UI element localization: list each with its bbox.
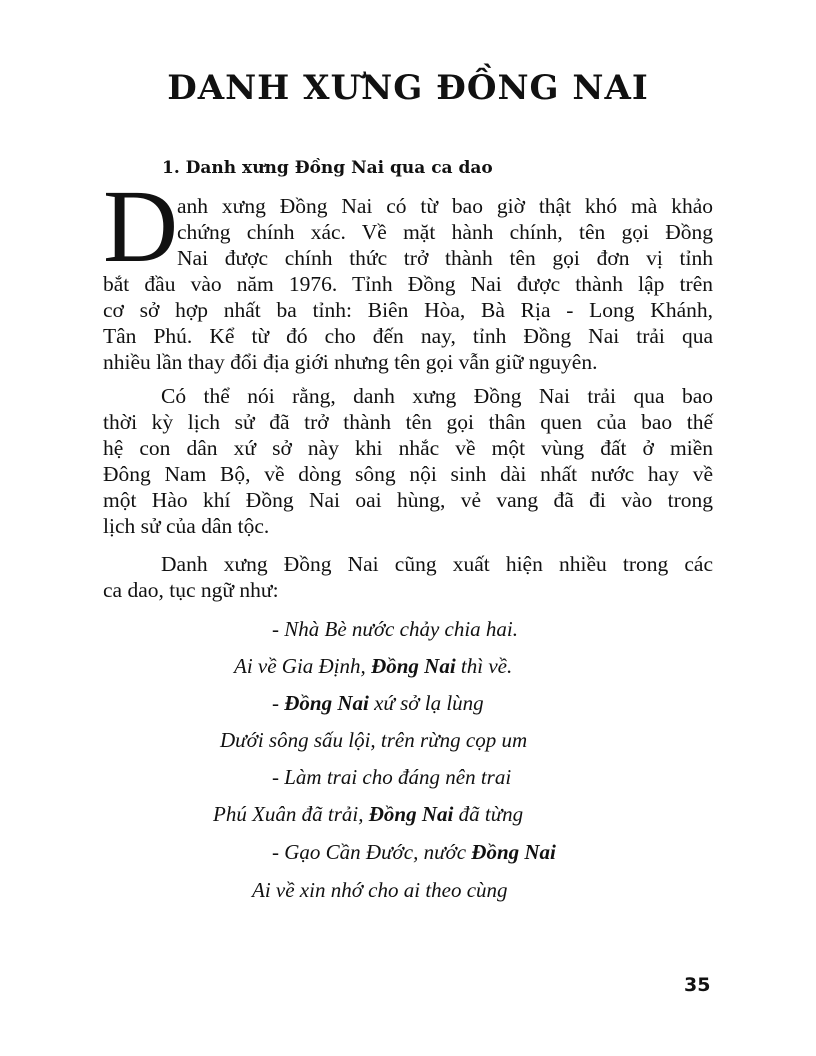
paragraph-1 (103, 193, 713, 375)
verse-line: - Gạo Cần Đước, nước Đồng Nai (272, 840, 556, 864)
paragraph-line: thời kỳ lịch sử đã trở thành tên gọi thân quen của bao thế (103, 410, 713, 434)
paragraph-line: Danh xưng Đồng Nai cũng xuất hiện nhiều trong các (161, 552, 713, 576)
verse-line: - Đồng Nai xứ sở lạ lùng (272, 691, 484, 715)
verse-line: - Nhà Bè nước chảy chia hai. (272, 617, 519, 641)
paragraph-2 (103, 383, 713, 539)
paragraph-line: nhiều lần thay đổi địa giới nhưng tên gọi vẫn giữ nguyên. (103, 350, 598, 374)
paragraph-line: bắt đầu vào năm 1976. Tỉnh Đồng Nai được thành lập trên (103, 272, 713, 296)
paragraph-line: cơ sở hợp nhất ba tỉnh: Biên Hòa, Bà Rịa - Long Khánh, (103, 298, 713, 322)
verse-line: Ai về xin nhớ cho ai theo cùng (252, 878, 508, 902)
page-number: 35 (684, 974, 711, 996)
paragraph-line: hệ con dân xứ sở này khi nhắc về một vùng đất ở miền (103, 436, 713, 460)
verse-line: - Làm trai cho đáng nên trai (272, 765, 512, 789)
paragraph-line: một Hào khí Đồng Nai oai hùng, vẻ vang đã đi vào trong (103, 488, 713, 512)
section-heading: 1. Danh xưng Đồng Nai qua ca dao (162, 158, 493, 178)
verse-line: Dưới sông sấu lội, trên rừng cọp um (220, 728, 528, 752)
drop-cap: D (103, 169, 179, 284)
verse-line: Phú Xuân đã trải, Đồng Nai đã từng (213, 802, 524, 826)
paragraph-line: anh xưng Đồng Nai có từ bao giờ thật khó mà khảo (177, 194, 713, 218)
paragraph-line: Tân Phú. Kể từ đó cho đến nay, tỉnh Đồng Nai trải qua (103, 324, 713, 348)
paragraph-line: Đông Nam Bộ, về dòng sông nội sinh dài nhất nước hay về (103, 462, 713, 486)
paragraph-line: Nai được chính thức trở thành tên gọi đơn vị tỉnh (177, 246, 713, 270)
paragraph-line: lịch sử của dân tộc. (103, 514, 270, 538)
verse-line: Ai về Gia Định, Đồng Nai thì về. (234, 654, 513, 678)
paragraph-3 (103, 551, 713, 603)
chapter-title: DANH XƯNG ĐỒNG NAI (167, 68, 649, 108)
paragraph-line: ca dao, tục ngữ như: (103, 578, 279, 602)
paragraph-line: chứng chính xác. Về mặt hành chính, tên gọi Đồng (177, 220, 713, 244)
paragraph-line: Có thể nói rằng, danh xưng Đồng Nai trải qua bao (161, 384, 713, 408)
